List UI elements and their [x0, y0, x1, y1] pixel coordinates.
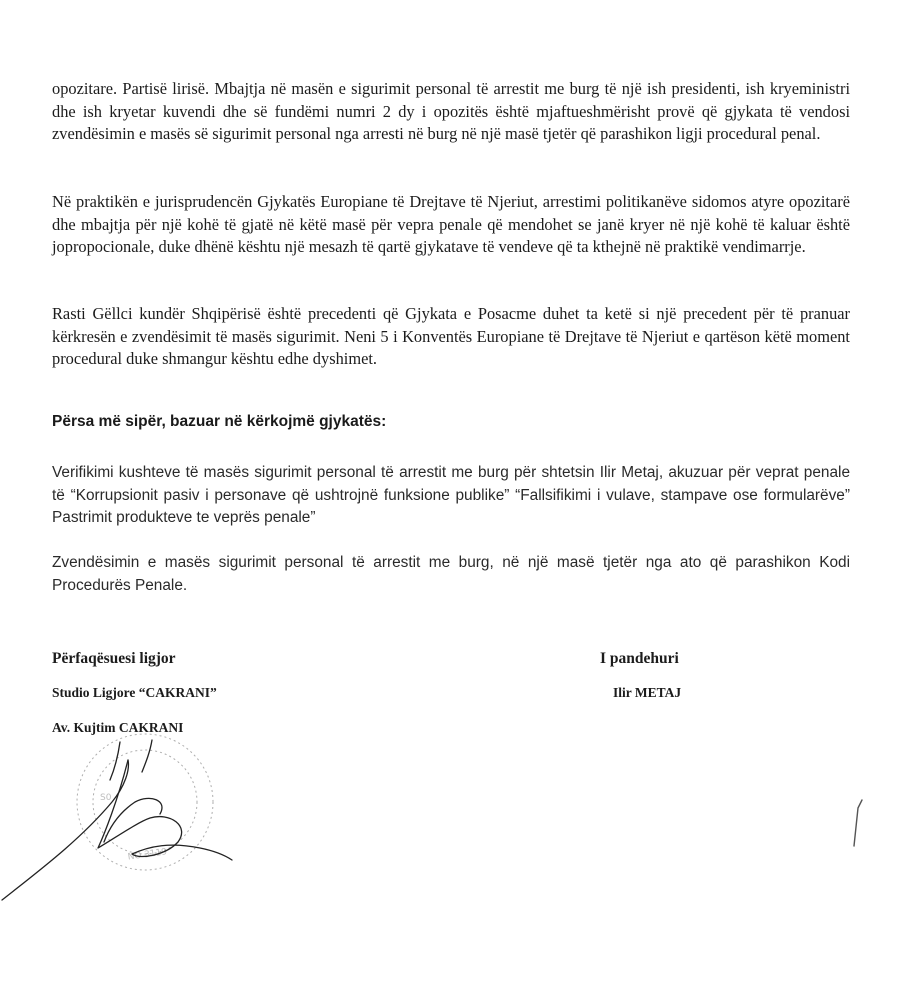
svg-text:NO 3119: NO 3119	[127, 847, 168, 863]
defendant-name: Ilir METAJ	[613, 685, 682, 700]
paragraph-opposition: opozitare. Partisë lirisë. Mbajtja në masën e sigurimit personal të arrestit me burg të një ish presidenti, ish kryeministri dhe ish kryetar kuvendi dhe së fundëmi numri 2 dy i opozitës është mjaftueshmërisht provë që gjykata të vendosi zvendësimin e masës së sigurimit personal nga arresti në burg në një masë tjetër që parashikon ligji procedural penal.	[52, 79, 850, 144]
request-verification: Verifikimi kushteve të masës sigurimit personal të arrestit me burg për shtetsin Ilir Metaj, akuzuar për veprat penale të “Korrupsionit pasiv i personave që ushtrojnë funksione publike” “Fallsifikimi i vulave, stampave ose formularëve” Pastrimit produkteve te veprës penale”	[52, 464, 850, 527]
lawyer-name: Av. Kujtim CAKRANI	[52, 720, 184, 735]
margin-mark	[848, 798, 868, 848]
paragraph-echr-jurisprudence: Në praktikën e jurisprudencën Gjykatës Europiane të Drejtave të Njeriut, arrestimi politikanëve sidomos atyre opozitarë dhe mbajtja për një kohë të gjatë në këtë masë për vepra penale që mendohet se janë kryer në një kohë të kaluar është jopropocionale, duke dhënë kështu një mesazh të qartë gjykatave të vendeve që ta kthejnë në praktikë vendimarrje.	[52, 192, 850, 257]
legal-representative-role: Përfaqësuesi ligjor	[52, 650, 176, 667]
defendant-role: I pandehuri	[600, 650, 679, 667]
law-firm-name: Studio Ligjore “CAKRANI”	[52, 685, 217, 700]
svg-text:S0: S0	[100, 793, 112, 803]
lawyer-stamp-and-signature	[0, 730, 260, 910]
requests-heading: Përsa më sipër, bazuar në kërkojmë gjykatës:	[52, 413, 387, 430]
request-replacement: Zvendësimin e masës sigurimit personal të arrestit me burg, në një masë tjetër nga ato që parashikon Kodi Procedurës Penale.	[52, 554, 850, 594]
paragraph-gellci-precedent: Rasti Gëllci kundër Shqipërisë është precedenti që Gjykata e Posacme duhet ta ketë si një precedent për të pranuar kërkresën e zvendësimit të masës sigurimit. Neni 5 i Konventës Europiane të Drejtave të Njeriut e qartëson këtë moment procedural duke shmangur kështu edhe dyshimet.	[52, 304, 850, 369]
